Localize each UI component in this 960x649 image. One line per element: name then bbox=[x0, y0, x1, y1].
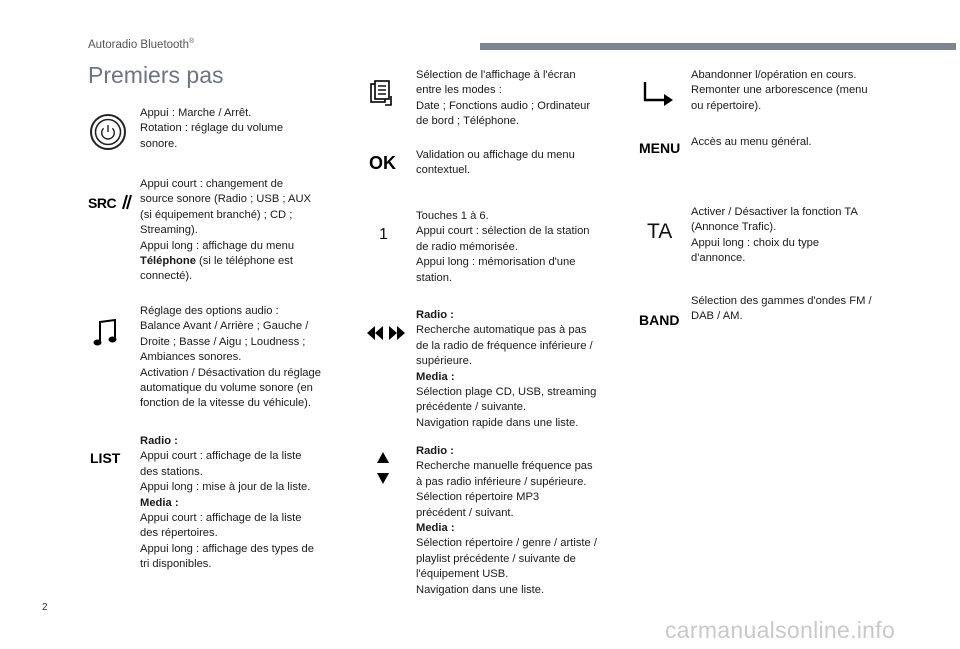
power-description: Appui : Marche / Arrêt. Rotation : réglage du volume sonore. bbox=[140, 107, 284, 150]
number-key-icon: 1 bbox=[379, 226, 388, 243]
back-arrow-icon bbox=[642, 78, 674, 112]
ta-description: Activer / Désactiver la fonction TA (Annonce Trafic). Appui long : choix du type d'annonce. bbox=[691, 206, 858, 265]
ta-icon: TA bbox=[647, 220, 673, 243]
src-description: Appui court : changement de source sonore (Radio ; USB ; AUX (si équipement branché) ; CD ; Streaming). Appui long : affichage du menu Téléphone (si le téléphone est connecté). bbox=[140, 178, 311, 283]
band-icon: BAND bbox=[639, 312, 680, 328]
seek-description: Radio : Recherche automatique pas à pas de la radio de fréquence inférieure / supérieure. Media : Sélection plage CD, USB, streaming précédente / suivante. Navigation rapide dans une liste. bbox=[416, 309, 597, 429]
slash-icon bbox=[119, 194, 133, 210]
page-title: Premiers pas bbox=[88, 62, 224, 88]
src-icon: SRC bbox=[88, 195, 117, 211]
band-description: Sélection des gammes d'ondes FM / DAB / AM. bbox=[691, 295, 872, 323]
header-bar bbox=[480, 43, 956, 50]
page-number: 2 bbox=[42, 602, 48, 613]
ok-icon: OK bbox=[369, 153, 396, 173]
list-description: Radio : Appui court : affichage de la liste des stations. Appui long : mise à jour de la liste. Media : Appui court : affichage de la liste des répertoires. Appui long : affichage des types de tri disponibles. bbox=[140, 435, 314, 571]
up-down-arrows-icon bbox=[376, 450, 390, 486]
number-keys-description: Touches 1 à 6. Appui court : sélection de la station de radio mémorisée. Appui long : mémorisation d'une station. bbox=[416, 210, 590, 284]
power-icon bbox=[89, 113, 127, 151]
display-description: Sélection de l'affichage à l'écran entre les modes : Date ; Fonctions audio ; Ordinateur de bord ; Téléphone. bbox=[416, 69, 591, 128]
list-icon: LIST bbox=[90, 450, 121, 466]
watermark: carmanualsonline.info bbox=[665, 617, 896, 643]
section-label: Autoradio Bluetooth® bbox=[88, 38, 195, 51]
back-description: Abandonner l/opération en cours. Remonter une arborescence (menu ou répertoire). bbox=[691, 69, 868, 112]
music-note-icon bbox=[92, 318, 120, 348]
ok-description: Validation ou affichage du menu contextuel. bbox=[416, 149, 575, 177]
up-down-description: Radio : Recherche manuelle fréquence pas à pas radio inférieure / supérieure. Sélection répertoire MP3 précédent / suivant. Media : Sélection répertoire / genre / artiste / playlist précédente / suivante de l'équipement USB. Navigation dans une liste. bbox=[416, 445, 597, 596]
menu-icon: MENU bbox=[639, 140, 681, 156]
seek-arrows-icon bbox=[366, 325, 406, 341]
audio-description: Réglage des options audio : Balance Avant / Arrière ; Gauche / Droite ; Basse / Aigu ; Loudness ; Ambiances sonores. Activation / Désactivation du réglage automatique du volume sonore (en fonction de la vitesse du véhicule). bbox=[140, 305, 321, 410]
menu-description: Accès au menu général. bbox=[691, 136, 812, 148]
display-modes-icon bbox=[370, 80, 396, 108]
